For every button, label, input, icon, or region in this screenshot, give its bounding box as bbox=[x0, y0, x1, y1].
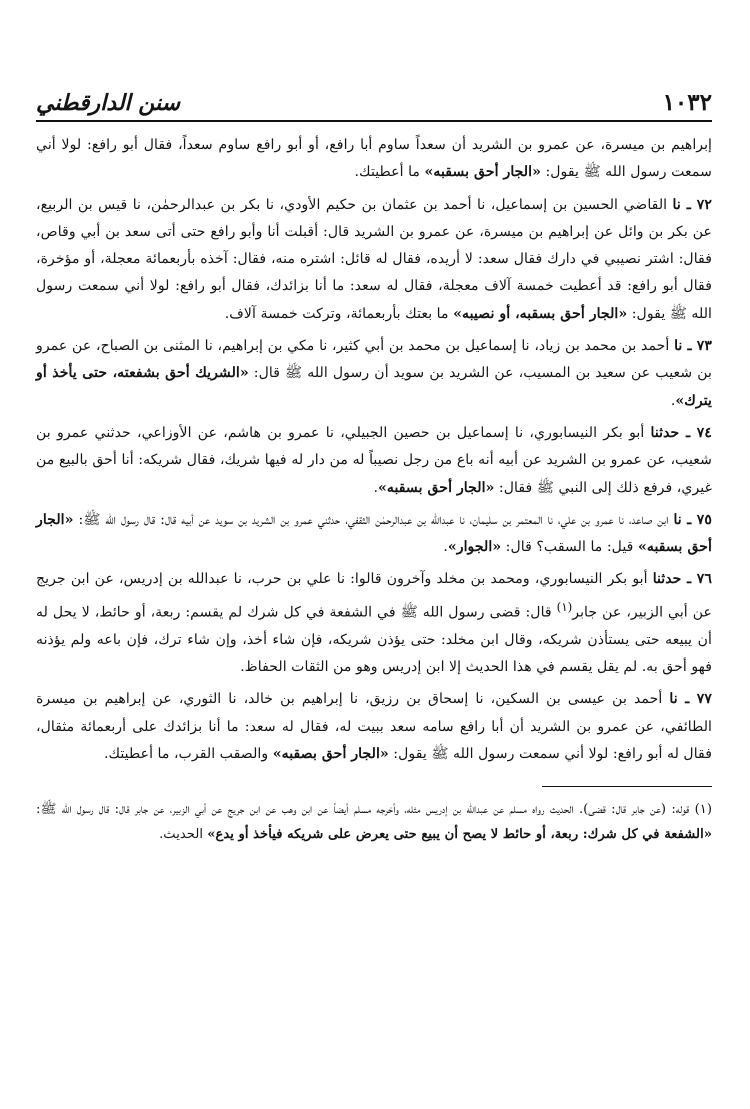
emphasized-text: «الشريك أحق بشفعته، حتى يأخذ أو يترك» bbox=[36, 365, 712, 409]
emphasized-text: «الجار أحق بسقبه» bbox=[36, 511, 712, 556]
text-run: قال: قضى رسول الله ﷺ في الشفعة في كل شرك لم يقسم: ربعة، أو حائط، لا يحل له أن يبيعه حتى يستأذن شريكه، وقال ابن مخلد: حتى يؤذن شريكه، فإن شاء أخذ، وإن شاء ترك، فإن باعه ولم يؤذنه فهو أحق به. لم يقل يقسم في هذا الحديث إلا ابن إدريس وهو من الثقات الحفاظ. bbox=[36, 604, 712, 676]
text-run: أحمد بن محمد بن زياد، نا إسماعيل بن محمد بن أبي كثير، نا مكي بن إبراهيم، نا المثنى بن الصباح، عن عمرو بن شعيب عن سعيد بن المسيب، عن الشريد بن سويد أن رسول الله ﷺ قال: bbox=[36, 338, 713, 382]
body-text bbox=[36, 132, 712, 768]
footnote-rule bbox=[542, 786, 712, 787]
emphasized-text: ٧٢ ـ نا bbox=[672, 196, 712, 213]
text-run: . bbox=[373, 479, 378, 496]
text-run: الحديث. bbox=[159, 827, 208, 843]
hadith-paragraph bbox=[36, 132, 712, 187]
text-run: القاضي الحسين بن إسماعيل، نا أحمد بن عثمان بن حكيم الأودي، نا بكر بن عبدالرحمٰن، نا قيس بن الربيع، عن بكر بن وائل عن إبراهيم بن ميسرة، عن عمرو بن الشريد قال: أقبلت أنا وأبو رافع حتى أتى سعد بن أبي وقاص، فقال: اشتر نصيبي في دارك فقال سعد: لا أريده، فقال له قائل: اشتره منه، فقال: آخذه بأربعمائة معجلة، أو مؤخرة، فقال أبو رافع: قد أعطيت خمسة آلاف معجلة، فقال له سعد: ما أنا بزائدك، فقال أبو رافع: لولا أني سمعت رسول الله ﷺ يقول: bbox=[36, 196, 712, 322]
emphasized-text: «الجار أحق بسقبه، أو نصيبه» bbox=[453, 305, 628, 322]
emphasized-text: «الجار أحق بسقبه» bbox=[424, 164, 541, 181]
page-header bbox=[36, 80, 712, 116]
text-run: قيل: ما السقب؟ قال: bbox=[501, 539, 638, 556]
emphasized-text: ٧٧ ـ نا bbox=[669, 691, 712, 708]
text-run: . bbox=[670, 392, 676, 409]
text-run: ما أعطيتك. bbox=[354, 164, 425, 181]
text-run: (١) قوله: (عن جابر قال: قضى). الحديث رواه مسلم عن عبدالله بن إدريس مثله، وأخرجه مسلم أيضاً عن ابن وهب عن ابن جريج عن أبي الزبير، عن جابر قال: قال رسول الله ﷺ: bbox=[36, 802, 712, 818]
text-run: ما بعتك بأربعمائة، وتركت خمسة آلاف. bbox=[224, 305, 454, 322]
emphasized-text: ٧٣ ـ نا bbox=[674, 338, 712, 355]
text-run: ابن صاعد، نا عمرو بن علي، نا المعتمر بن سليمان، نا عبدالله بن عبدالرحمٰن الثقفي، حدثني عمرو بن الشريد بن سويد عن أبيه قال: قال رسول الله ﷺ: bbox=[73, 511, 674, 528]
emphasized-text: ٧٦ ـ حدثنا bbox=[652, 571, 712, 588]
text-run: . bbox=[443, 539, 448, 556]
text-run: أبو بكر النيسابوري، ومحمد بن مخلد وآخرون قالوا: نا علي بن حرب، نا عبدالله بن إدريس، عن ابن جريج عن أبي الزبير، عن جابر bbox=[36, 571, 712, 621]
footnote bbox=[36, 797, 712, 847]
hadith-paragraph bbox=[36, 566, 712, 681]
hadith-paragraph bbox=[36, 686, 712, 768]
text-run: أحمد بن عيسى بن السكين، نا إسحاق بن رزيق، نا إبراهيم بن خالد، نا الثوري، عن إبراهيم بن ميسرة الطائفي، عن عمرو بن الشريد أن أبا رافع سامه سعد ببيت له، فقال له سعد: ما أنا بزائدك على أربعمائة مثقال، فقال له أبو رافع: لولا أني سمعت رسول الله ﷺ يقول: bbox=[36, 691, 712, 762]
header-rule bbox=[36, 120, 712, 122]
emphasized-text: «الشفعة في كل شرك: ربعة، أو حائط لا يصح أن يبيع حتى يعرض على شريكه فيأخذ أو يدع» bbox=[207, 827, 712, 843]
hadith-paragraph bbox=[36, 420, 712, 502]
book-title: سنن الدارقطني bbox=[36, 90, 181, 116]
text-run: والصقب القرب، ما أعطيتك. bbox=[103, 745, 273, 762]
text-run: إبراهيم بن ميسرة، عن عمرو بن الشريد أن سعداً ساوم أبا رافع، أو أبو رافع ساوم سعداً، فقال أبو رافع: لولا أني سمعت رسول الله ﷺ يقول: bbox=[36, 137, 712, 181]
footnotes bbox=[36, 797, 712, 847]
emphasized-text: ٧٥ ـ نا bbox=[673, 511, 713, 528]
emphasized-text: ٧٤ ـ حدثنا bbox=[650, 424, 713, 441]
emphasized-text: «الجار أحق بصقبه» bbox=[272, 745, 389, 762]
emphasized-text: «الجوار» bbox=[447, 539, 502, 556]
emphasized-text: «الجار أحق بسقبه» bbox=[377, 479, 495, 496]
text-run: أبو بكر النيسابوري، نا إسماعيل بن حصين الجبيلي، نا عمرو بن هاشم، عن الأوزاعي، حدثني عمرو بن شعيب، عن عمرو بن الشريد عن أبيه أنه باع من رجل نصيباً له من دار له فيها شريك، فقال شريكه: أنا أحق بالبيع من غيري، فرفع ذلك إلى النبي ﷺ فقال: bbox=[36, 424, 712, 496]
page-number: ١٠٣٢ bbox=[662, 89, 712, 116]
book-page bbox=[36, 80, 712, 1080]
hadith-paragraph bbox=[36, 333, 712, 415]
footnote-marker: (١) bbox=[556, 599, 573, 614]
hadith-paragraph bbox=[36, 192, 712, 328]
hadith-paragraph bbox=[36, 507, 712, 562]
